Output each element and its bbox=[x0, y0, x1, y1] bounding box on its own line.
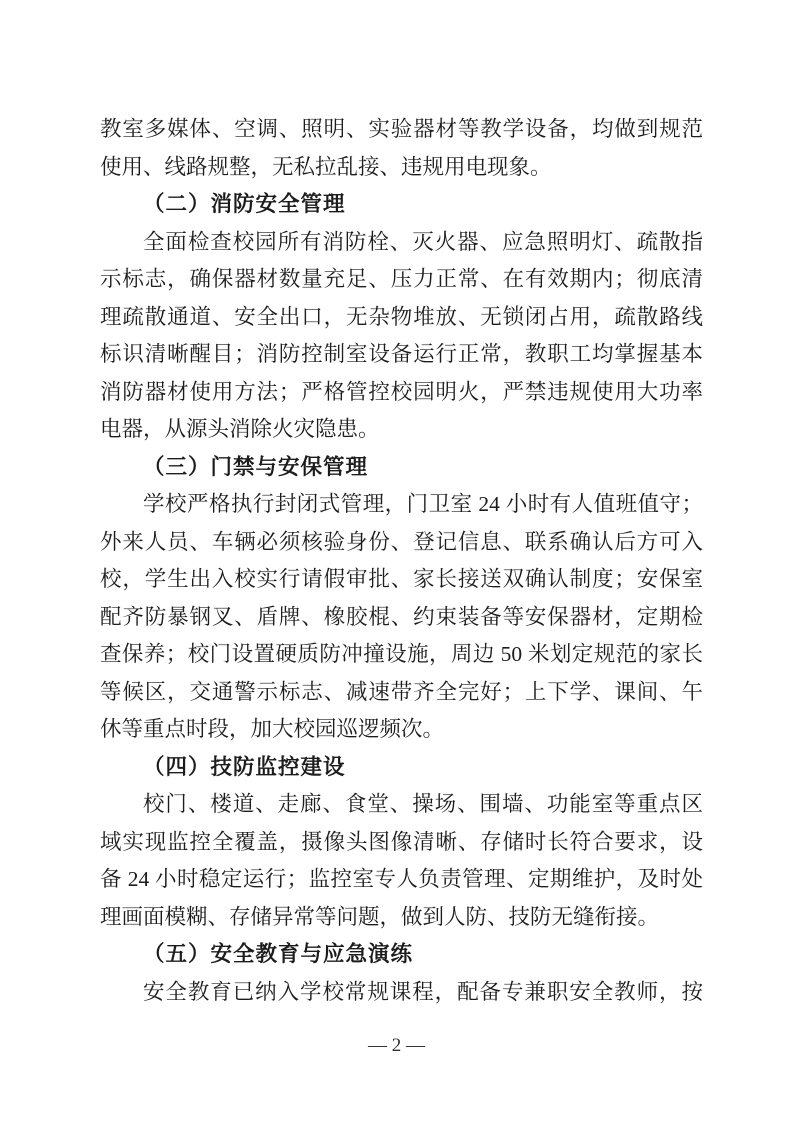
text-line: 学校严格执行封闭式管理，门卫室 24 小时有人值班值守； bbox=[143, 492, 703, 516]
text-line: 外来人员、车辆必须核验身份、登记信息、联系确认后方可入 bbox=[100, 529, 703, 554]
text-line: 教室多媒体、空调、照明、实验器材等教学设备，均做到规范 bbox=[100, 117, 703, 141]
section-heading-2: （二）消防安全管理 bbox=[143, 192, 346, 216]
text-line: 配齐防暴钢叉、盾牌、橡胶棍、约束装备等安保器材，定期检 bbox=[100, 604, 703, 629]
document-body bbox=[100, 111, 703, 1011]
text-line: 全面检查校园所有消防栓、灭火器、应急照明灯、疏散指 bbox=[143, 229, 703, 254]
page-number: — 2 — bbox=[368, 1035, 425, 1056]
section-heading-3: （三）门禁与安保管理 bbox=[143, 454, 369, 479]
text-line: 理画面模糊、存储异常等问题，做到人防、技防无缝衔接。 bbox=[100, 904, 660, 929]
text-line: 电器，从源头消除火灾隐患。 bbox=[100, 417, 380, 441]
paragraph bbox=[100, 786, 703, 936]
paragraph bbox=[100, 486, 703, 749]
paragraph bbox=[100, 111, 703, 186]
text-line: 休等重点时段，加大校园巡逻频次。 bbox=[100, 717, 445, 741]
text-line: 等候区，交通警示标志、减速带齐全完好；上下学、课间、午 bbox=[100, 679, 703, 704]
text-line: 示标志，确保器材数量充足、压力正常、在有效期内；彻底清 bbox=[100, 267, 703, 291]
text-line: 域实现监控全覆盖，摄像头图像清晰、存储时长符合要求，设 bbox=[100, 829, 703, 854]
text-line: 备 24 小时稳定运行；监控室专人负责管理、定期维护，及时处 bbox=[100, 867, 703, 891]
text-line: 使用、线路规整，无私拉乱接、违规用电现象。 bbox=[100, 154, 552, 179]
text-line: 安全教育已纳入学校常规课程，配备专兼职安全教师，按 bbox=[143, 979, 703, 1004]
section-heading-5: （五）安全教育与应急演练 bbox=[143, 942, 414, 966]
text-line: 标识清晰醒目；消防控制室设备运行正常，教职工均掌握基本 bbox=[100, 342, 703, 366]
paragraph bbox=[100, 224, 703, 449]
text-line: 消防器材使用方法；严格管控校园明火，严禁违规使用大功率 bbox=[100, 379, 703, 404]
text-line: 理疏散通道、安全出口，无杂物堆放、无锁闭占用，疏散路线 bbox=[100, 304, 703, 329]
text-line: 校，学生出入校实行请假审批、家长接送双确认制度；安保室 bbox=[100, 567, 703, 591]
text-line: 查保养；校门设置硬质防冲撞设施，周边 50 米划定规范的家长 bbox=[100, 642, 703, 666]
section-heading-4: （四）技防监控建设 bbox=[143, 754, 346, 779]
paragraph bbox=[100, 974, 703, 1012]
text-line: 校门、楼道、走廊、食堂、操场、围墙、功能室等重点区 bbox=[143, 792, 703, 816]
